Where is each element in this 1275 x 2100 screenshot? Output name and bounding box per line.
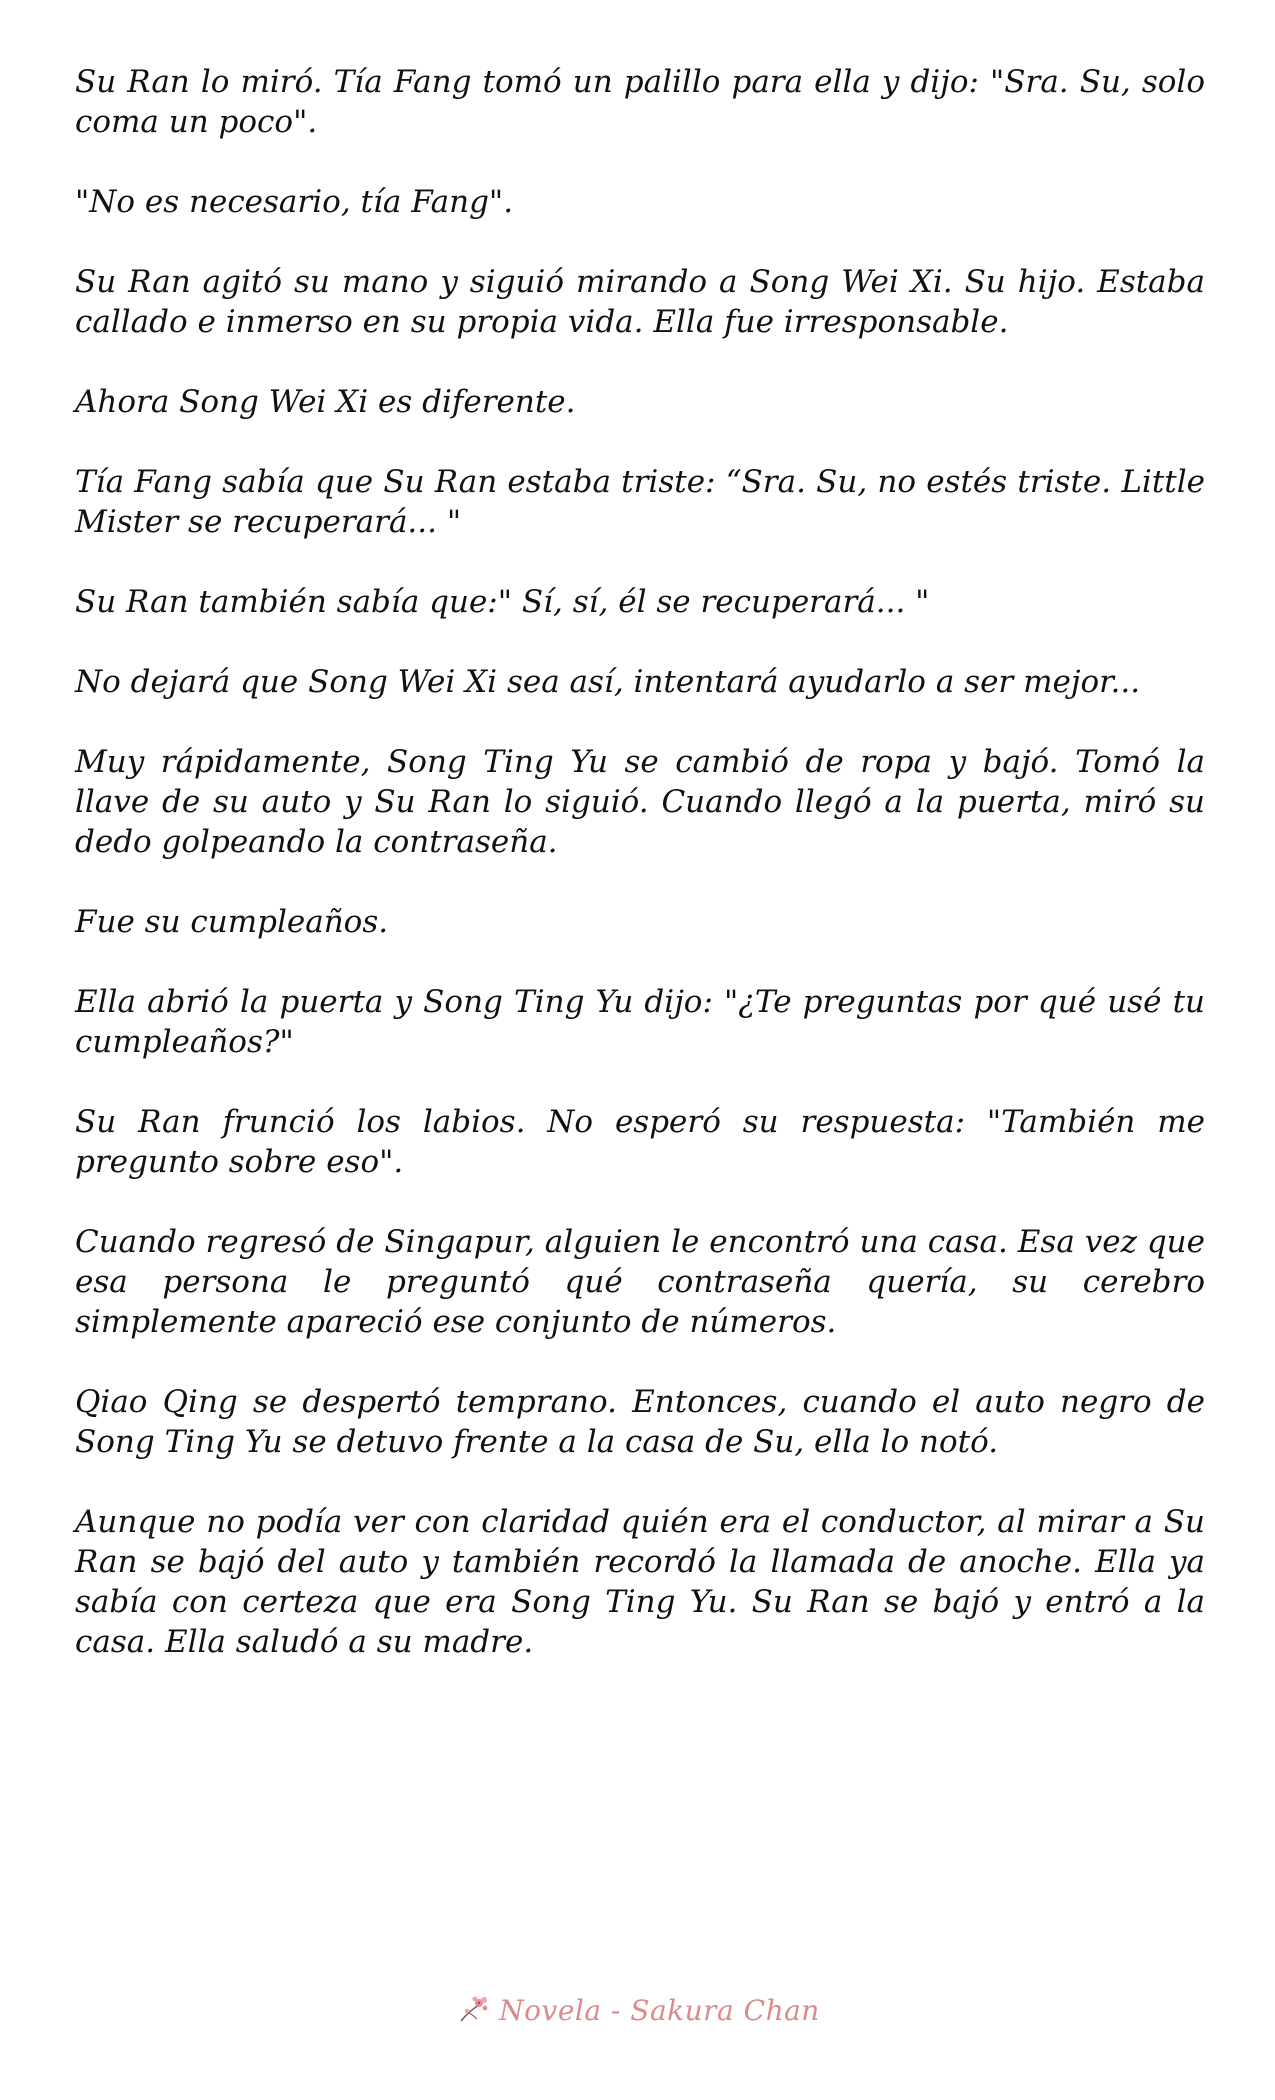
paragraph-3: Su Ran agitó su mano y siguió mirando a Song Wei Xi. Su hijo. Estaba callado e inmerso en su propia vida. Ella fue irresponsable. — [75, 264, 1205, 340]
paragraph-1: Su Ran lo miró. Tía Fang tomó un palillo para ella y dijo: "Sra. Su, solo coma un poco". — [75, 64, 1205, 140]
paragraph-5: Tía Fang sabía que Su Ran estaba triste: “Sra. Su, no estés triste. Little Mister se recuperará... " — [75, 464, 1205, 540]
paragraph-13: Qiao Qing se despertó temprano. Entonces, cuando el auto negro de Song Ting Yu se detuvo frente a la casa de Su, ella lo notó. — [75, 1384, 1205, 1460]
paragraph-7: No dejará que Song Wei Xi sea así, intentará ayudarlo a ser mejor... — [75, 664, 1141, 700]
paragraph-10: Ella abrió la puerta y Song Ting Yu dijo: "¿Te preguntas por qué usé tu cumpleaños?" — [75, 984, 1205, 1060]
paragraph-6: Su Ran también sabía que:" Sí, sí, él se recuperará... " — [75, 584, 930, 620]
footer — [0, 1988, 1275, 2032]
paragraph-8: Muy rápidamente, Song Ting Yu se cambió de ropa y bajó. Tomó la llave de su auto y Su Ran lo siguió. Cuando llegó a la puerta, miró su dedo golpeando la contraseña. — [75, 744, 1205, 860]
document-body — [75, 62, 1205, 1702]
footer-credit: Novela - Sakura Chan — [499, 1993, 820, 2027]
paragraph-12: Cuando regresó de Singapur, alguien le encontró una casa. Esa vez que esa persona le preguntó qué contraseña quería, su cerebro simplemente apareció ese conjunto de números. — [75, 1224, 1205, 1340]
paragraph-2: "No es necesario, tía Fang". — [75, 184, 514, 220]
sakura-flower-icon — [455, 1991, 493, 2029]
paragraph-11: Su Ran frunció los labios. No esperó su respuesta: "También me pregunto sobre eso". — [75, 1104, 1205, 1180]
paragraph-9: Fue su cumpleaños. — [75, 904, 389, 940]
paragraph-14: Aunque no podía ver con claridad quién era el conductor, al mirar a Su Ran se bajó del auto y también recordó la llamada de anoche. Ella ya sabía con certeza que era Song Ting Yu. Su Ran se bajó y entró a la casa. Ella saludó a su madre. — [75, 1504, 1205, 1660]
paragraph-4: Ahora Song Wei Xi es diferente. — [75, 384, 576, 420]
